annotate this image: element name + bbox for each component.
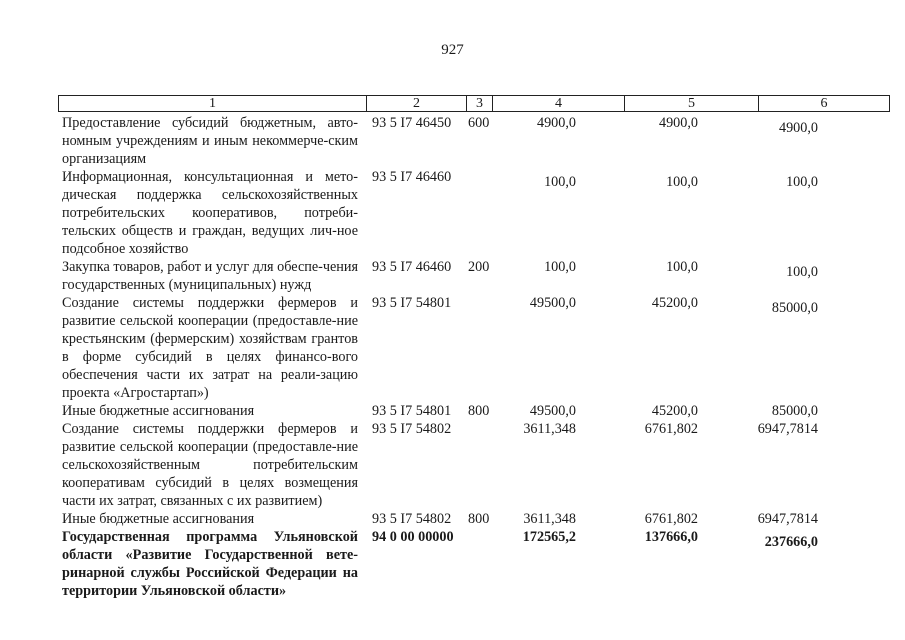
- row-description: Государственная программа Ульяновской области «Развитие Государственной вете-ринарной службы Российской Федерации на территории Ульяновской области»: [62, 529, 358, 599]
- row-target-code: 93 5 I7 54801: [372, 403, 452, 419]
- row-amount-col5: 4900,0: [658, 115, 698, 131]
- row-amount-col4: 49500,0: [529, 403, 576, 419]
- header-col-6: 6: [820, 96, 828, 111]
- row-amount-col5: 45200,0: [651, 403, 698, 419]
- row-target-code: 94 0 00 00000: [372, 529, 454, 545]
- row-description: Создание системы поддержки фермеров и развитие сельской кооперации (предоставле-ние сельскохозяйственным потребительским кооперативам субсидий в целях возмещения части их затрат, связанных с их развитием): [62, 421, 358, 509]
- row-amount-col5: 6761,802: [644, 421, 698, 437]
- row-amount-col4: 3611,348: [523, 511, 576, 527]
- row-amount-col5: 100,0: [666, 259, 698, 275]
- row-amount-col5: 45200,0: [651, 295, 698, 311]
- row-expense-kind: 600: [468, 115, 490, 131]
- row-amount-col4: 100,0: [544, 174, 576, 190]
- table-row: [0, 402, 905, 420]
- row-description: Создание системы поддержки фермеров и развитие сельской кооперации (предоставле-ние крестьянским (фермерским) хозяйствам грантов в форме субсидий в целях финансо-вого обеспечения части их затрат на реали-зацию проекта «Агростартап»): [62, 295, 358, 401]
- row-amount-col5: 100,0: [666, 174, 698, 190]
- row-amount-col6: 237666,0: [764, 534, 818, 550]
- budget-table-body: [0, 114, 905, 600]
- table-header-row: [58, 95, 890, 112]
- table-row: [0, 258, 905, 294]
- row-description: Закупка товаров, работ и услуг для обеспе-чения государственных (муниципальных) нужд: [62, 259, 358, 293]
- row-amount-col6: 100,0: [786, 174, 818, 190]
- row-amount-col4: 3611,348: [523, 421, 576, 437]
- row-target-code: 93 5 I7 46460: [372, 259, 452, 275]
- row-amount-col4: 49500,0: [529, 295, 576, 311]
- table-row: [0, 168, 905, 258]
- row-expense-kind: 200: [468, 259, 490, 275]
- row-amount-col4: 4900,0: [536, 115, 576, 131]
- row-description: Предоставление субсидий бюджетным, авто-номным учреждениям и иным некоммерче-ским организациям: [62, 115, 358, 167]
- header-col-4: 4: [493, 96, 625, 111]
- row-description: Информационная, консультационная и мето-дическая поддержка сельскохозяйственных потребительских кооперативов, потреби-тельских обществ и граждан, ведущих лич-ное подсобное хозяйство: [62, 169, 358, 257]
- row-target-code: 93 5 I7 54802: [372, 421, 452, 437]
- row-expense-kind: 800: [468, 403, 490, 419]
- row-amount-col6: 6947,7814: [757, 421, 818, 437]
- header-col-1: 1: [59, 96, 367, 111]
- row-amount-col5: 137666,0: [644, 529, 698, 545]
- row-target-code: 93 5 I7 54801: [372, 295, 452, 311]
- row-description: Иные бюджетные ассигнования: [62, 511, 255, 527]
- table-row: [0, 510, 905, 528]
- row-amount-col6: 6947,7814: [757, 511, 818, 527]
- header-col-2: 2: [367, 96, 467, 111]
- row-amount-col6: 4900,0: [778, 120, 818, 136]
- row-amount-col4: 172565,2: [522, 529, 576, 545]
- row-target-code: 93 5 I7 46460: [372, 169, 452, 185]
- table-row: [0, 294, 905, 402]
- table-row: [0, 114, 905, 168]
- row-description: Иные бюджетные ассигнования: [62, 403, 255, 419]
- page-number: 927: [441, 42, 464, 58]
- header-col-5: 5: [625, 96, 759, 111]
- row-amount-col6: 100,0: [786, 264, 818, 280]
- row-amount-col4: 100,0: [544, 259, 576, 275]
- row-expense-kind: 800: [468, 511, 490, 527]
- header-col-3: 3: [467, 96, 493, 111]
- row-amount-col6: 85000,0: [771, 403, 818, 419]
- table-row-program-total: [0, 528, 905, 600]
- row-amount-col5: 6761,802: [644, 511, 698, 527]
- row-target-code: 93 5 I7 54802: [372, 511, 452, 527]
- row-amount-col6: 85000,0: [771, 300, 818, 316]
- table-row: [0, 420, 905, 510]
- row-target-code: 93 5 I7 46450: [372, 115, 452, 131]
